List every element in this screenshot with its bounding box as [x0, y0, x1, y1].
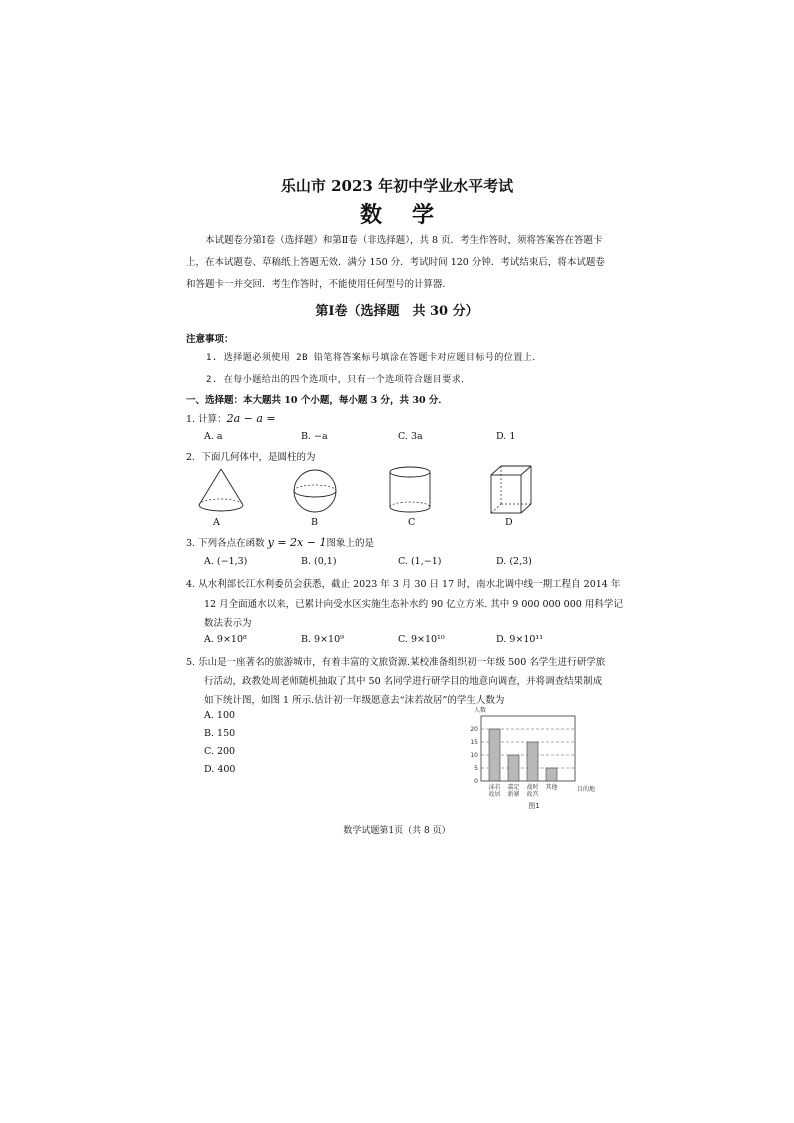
section-title: 第Ⅰ卷（选择题 共 30 分）: [315, 304, 479, 319]
chart-x-tick-label: 故居: [488, 791, 501, 798]
q1-option-b: B. −a: [301, 431, 328, 442]
q3-option-a: A. (−1,3): [204, 556, 248, 567]
prism-icon: [487, 463, 535, 517]
chart-x-axis-label: 目的地: [577, 786, 595, 793]
q4-option-a: A. 9×10⁸: [204, 634, 247, 645]
q1-option-c: C. 3a: [398, 431, 423, 442]
chart-y-tick-label: 15: [470, 739, 478, 746]
cone-icon: [196, 465, 246, 517]
chart-x-tick-label: 嘉定: [507, 784, 520, 791]
q5-option-d: D. 400: [204, 764, 236, 775]
q5-option-c: C. 200: [204, 746, 236, 757]
q4-option-b: B. 9×10⁹: [301, 634, 344, 645]
chart-caption: 图1: [528, 802, 540, 810]
chart-bar: [546, 768, 557, 781]
chart-bar: [527, 742, 538, 781]
chart-x-tick-label: 故宫: [526, 791, 539, 798]
chart-bar: [508, 755, 519, 781]
chart-y-tick-label: 10: [470, 752, 478, 759]
part-heading: 一、选择题：本大题共 10 个小题，每小题 3 分，共 30 分．: [186, 395, 448, 406]
subject-title: 数学: [359, 202, 464, 228]
chart-x-tick-label: 沫若: [488, 784, 501, 791]
chart-y-tick-label: 0: [474, 778, 478, 785]
sphere-icon: [290, 467, 340, 517]
chart-y-tick-label: 5: [474, 765, 478, 772]
question-1-stem: 1. 计算：2a − a =: [186, 412, 276, 425]
chart-bar: [489, 729, 500, 781]
chart-x-tick-label: 其他: [545, 784, 558, 791]
bar-chart: [465, 703, 595, 815]
question-1-expression: 2a − a =: [226, 412, 276, 425]
question-3-expression: y = 2x − 1: [267, 536, 327, 549]
question-2-stem: 2．下面几何体中，是圆柱的为: [186, 452, 316, 463]
shape-label-a: A: [213, 517, 220, 528]
q3-option-d: D. (2,3): [496, 556, 532, 567]
question-4-line: 12 月全面通水以来，已累计向受水区实施生态补水约 90 亿立方米. 其中 9 000 000 000 用科学记: [204, 599, 623, 610]
question-4-line: 4. 从水利部长江水利委员会获悉，截止 2023 年 3 月 30 日 17 时，南水北调中线一期工程自 2014 年: [186, 579, 621, 590]
q4-option-c: C. 9×10¹⁰: [398, 634, 445, 645]
shape-label-c: C: [408, 517, 416, 528]
question-5-line: 行活动，政教处周老师随机抽取了其中 50 名同学进行研学目的地意向调查，并将调查结果制成: [204, 676, 603, 687]
note-item: 2. 在每小题给出的四个选项中，只有一个选项符合题目要求．: [206, 375, 471, 385]
q5-option-a: A. 100: [204, 710, 236, 721]
shape-label-d: D: [505, 517, 513, 528]
question-4-line: 数法表示为: [204, 618, 252, 629]
q4-option-d: D. 9×10¹¹: [496, 634, 544, 645]
question-5-line: 如下统计图，如图 1 所示.估计初一年级愿意去“沫若故居”的学生人数为: [204, 695, 505, 706]
chart-y-tick-label: 20: [470, 726, 478, 733]
q1-option-a: A. a: [204, 431, 223, 442]
shape-label-b: B: [311, 517, 318, 528]
cylinder-icon: [387, 465, 435, 517]
q3-option-c: C. (1,−1): [398, 556, 442, 567]
note-item: 1. 选择题必须使用 2B 铅笔将答案标号填涂在答题卡对应题目标号的位置上．: [206, 353, 542, 363]
chart-x-tick-label: 战时: [526, 784, 539, 791]
page-footer: 数学试题第1页（共 8 页）: [343, 826, 451, 836]
q5-option-b: B. 150: [204, 728, 236, 739]
notes-heading: 注意事项：: [186, 334, 234, 345]
q1-option-d: D. 1: [496, 431, 516, 442]
chart-x-tick-label: 新寨: [507, 791, 520, 798]
question-3-stem: 3. 下列各点在函数 y = 2x − 1图象上的是: [186, 536, 374, 549]
q3-option-b: B. (0,1): [301, 556, 337, 567]
exam-intro: 本试题卷分第Ⅰ卷（选择题）和第Ⅱ卷（非选择题），共 8 页．考生作答时，须将答案答在答题卡上，在本试题卷、草稿纸上答题无效．满分 150 分．考试时间 120 分钟．考试结束后，将本试题卷和答题卡一并交回．考生作答时，不能使用任何型号的计算器．: [186, 235, 605, 290]
exam-title: 乐山市 2023 年初中学业水平考试: [280, 177, 514, 195]
chart-y-axis-label: 人数: [474, 707, 487, 714]
question-5-line: 5. 乐山是一座著名的旅游城市，有着丰富的文旅资源.某校准备组织初一年级 500 名学生进行研学旅: [186, 657, 606, 668]
